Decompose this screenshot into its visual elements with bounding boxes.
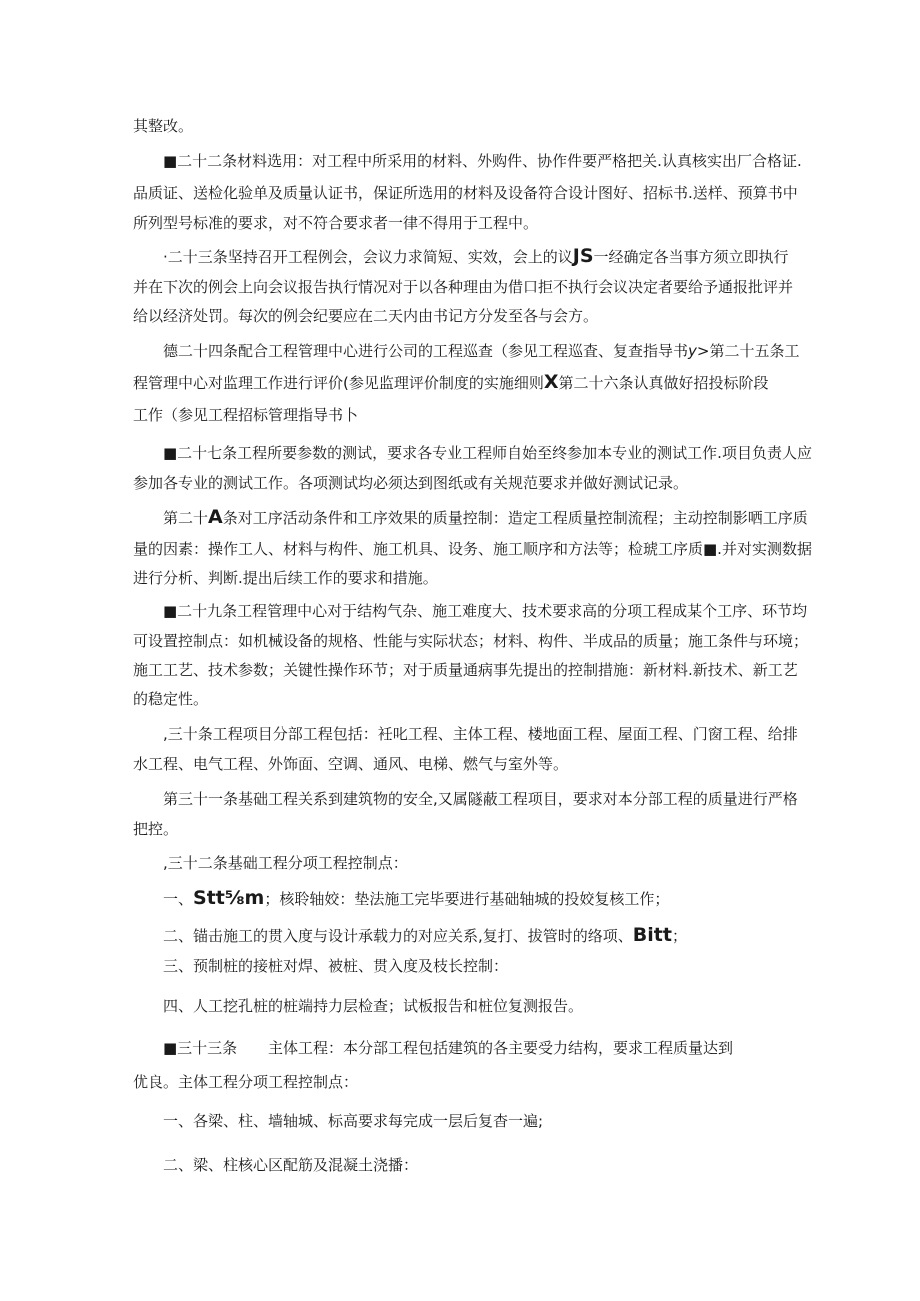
- text-line: 进行分析、判断.提出后续工作的要求和措施。: [133, 569, 438, 587]
- text-segment: ；: [671, 927, 687, 945]
- text-line: ,三十条工程项目分部工程包括：衽叱工程、主体工程、楼地面工程、屋面工程、门窗工程、给排: [163, 725, 798, 743]
- text-segment: 德二十四条配合工程管理中心进行公司的工程巡查（参见工程巡査、复查指导书: [163, 342, 689, 360]
- text-line: [163, 507, 808, 528]
- text-segment: ；核聆轴姣：垫法施工完毕要进行基础轴城的投姣复核工作；: [264, 890, 670, 908]
- text-segment: Bitt: [632, 924, 672, 946]
- text-line: [133, 372, 769, 393]
- text-line: 的稳定性。: [133, 690, 209, 708]
- text-line: [163, 925, 687, 946]
- text-line: [163, 246, 789, 267]
- text-segment: 条对工序活动条件和工序效果的质量控制：造定工程质量控制流程；主动控制影哂工序质: [222, 509, 808, 527]
- text-line: 施工工艺、技术参数；关键性操作环节；对于质量通病事先提出的控制措施：新材料.新技术、新工艺: [133, 661, 798, 679]
- text-line: 可设置控制点：如机械设备的规格、性能与实际状态；材料、构件、半成品的质量；施工条件与环境；: [133, 632, 809, 650]
- text-line: ■二十九条工程管理中心对于结构气杂、施工难度大、技术要求高的分项工程成某个工序、环节均: [163, 602, 808, 620]
- text-segment: 一、: [163, 890, 194, 908]
- text-line: 并在下次的例会上向会议报告执行情况对于以各种理由为借口拒不执行会议决定者要给予通报批评并: [133, 278, 794, 296]
- text-segment: y: [688, 342, 697, 360]
- text-line: 其整改。: [133, 117, 194, 135]
- text-segment: 第二十六条认真做好招投标阶段: [558, 374, 769, 392]
- text-line: 量的因素：操作工人、材料与构件、施工机具、设务、施工顺序和方法等；检琥工序质■.并对实测数据: [133, 540, 812, 558]
- text-line: [163, 341, 799, 361]
- text-line: 水工程、电气工程、外饰面、空调、通风、电梯、燃气与室外等。: [133, 755, 569, 773]
- text-line: 主体工程：本分部工程包括建筑的各主要受力结构，要求工程质量达到: [268, 1039, 734, 1057]
- text-line: 工作（参见工程招标管理指导书卜: [133, 406, 359, 424]
- text-line: [163, 888, 669, 909]
- text-segment: A: [208, 506, 223, 528]
- text-line: ■三十三条: [163, 1039, 238, 1057]
- text-segment: X: [543, 371, 559, 393]
- text-line: 把控。: [133, 820, 179, 838]
- text-segment: ·二十三条坚持召开工程例会，会议力求简短、实效，会上的议: [163, 248, 573, 266]
- text-line: 所列型号标准的要求，对不符合要求者一律不得用于工程中。: [133, 214, 539, 232]
- text-line: 参加各专业的测试工作。各项测试均必须达到图纸或有关规范要求并做好测试记录。: [133, 474, 689, 492]
- text-line: 四、人工挖孔桩的桩端持力层检查；试板报告和桩位复测报告。: [163, 997, 584, 1015]
- text-line: ■二十七条工程所要参数的测试，要求各专业工程师自始至终参加本专业的测试工作.项目负责人应: [163, 444, 812, 462]
- text-segment: 程管理中心对监理工作进行评价(参见监理评价制度的实施细则: [133, 374, 544, 392]
- text-segment: JS: [572, 245, 594, 267]
- text-segment: >第二十五条工: [696, 342, 800, 360]
- text-line: 品质证、送检化验单及质量认证书，保证所选用的材料及设备符合设计图好、招标书.送样、预算书中: [133, 184, 798, 202]
- text-segment: 第二十: [163, 509, 209, 527]
- text-line: 二、梁、柱核心区配筋及混凝土浇播：: [163, 1156, 419, 1174]
- text-line: 一、各梁、柱、墙轴城、标高要求每完成一层后复杳一遍;: [163, 1112, 544, 1130]
- text-segment: 一经确定各当事方须立即执行: [593, 248, 789, 266]
- text-line: 第三十一条基础工程关系到建筑物的安全,又属隧蔽工程项目，要求对本分部工程的质量进行严格: [163, 790, 798, 808]
- text-line: ■二十二条材料选用：对工程中所采用的材料、外购件、协作件要严格把关.认真核实出厂合格证.: [163, 152, 802, 170]
- text-segment: 二、锚击施工的贯入度与设计承载力的对应关系,复打、拔管时的络项、: [163, 927, 633, 945]
- text-line: ,三十二条基础工程分项工程控制点：: [163, 854, 408, 872]
- text-line: 三、预制桩的接桩对焊、被桩、贯入度及枝长控制：: [163, 957, 509, 975]
- text-segment: Stt⅝m: [193, 887, 265, 909]
- text-line: 给以经济处罚。每次的例会纪要应在二天内由书记方分发至各与会方。: [133, 307, 599, 325]
- text-line: 优良。主体工程分项工程控制点：: [133, 1073, 359, 1091]
